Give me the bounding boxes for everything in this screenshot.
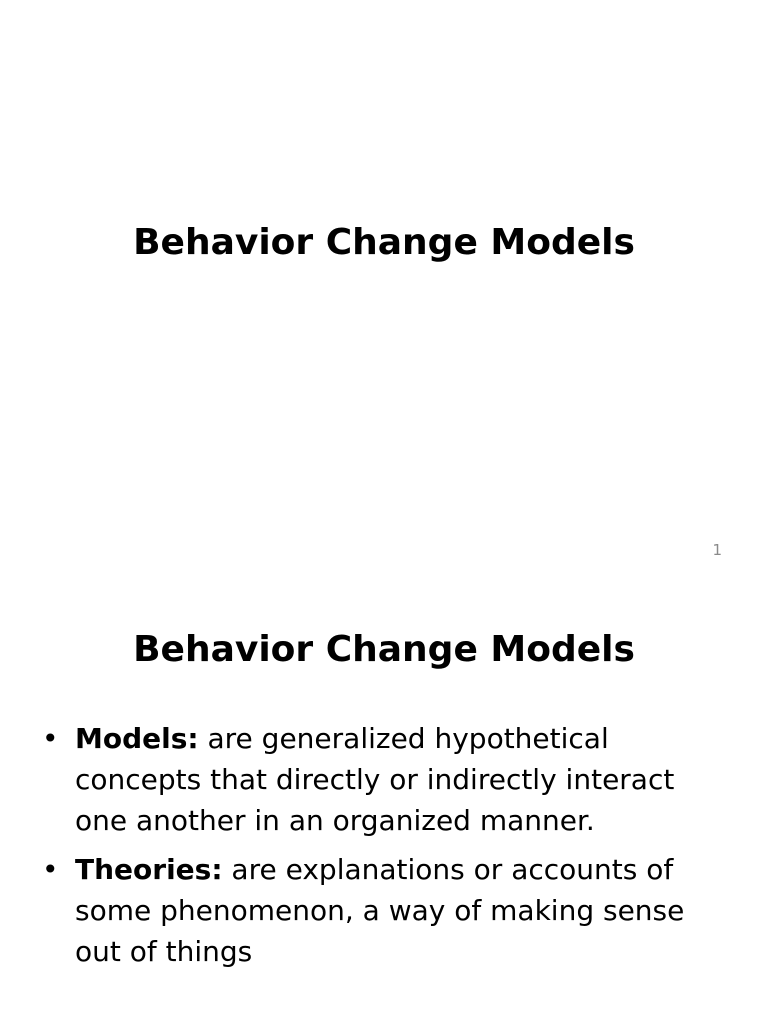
slide-2	[0, 576, 768, 1024]
bullet-list	[42, 718, 732, 980]
definition-text: are generalized hypothetical concepts that directly or indirectly interact one another in an organized manner.	[75, 722, 675, 837]
definition-term: Models:	[75, 722, 199, 755]
definition-text: are explanations or accounts of some phenomenon, a way of making sense out of things	[75, 853, 685, 968]
slide-title: Behavior Change Models	[133, 222, 635, 263]
definition-term: Theories:	[75, 853, 223, 886]
list-item	[42, 849, 732, 972]
slide-number: 1	[712, 541, 722, 559]
slide-title: Behavior Change Models	[133, 629, 635, 670]
list-item	[42, 718, 732, 841]
bullet-dot-icon: •	[42, 853, 59, 886]
bullet-dot-icon: •	[42, 722, 59, 755]
